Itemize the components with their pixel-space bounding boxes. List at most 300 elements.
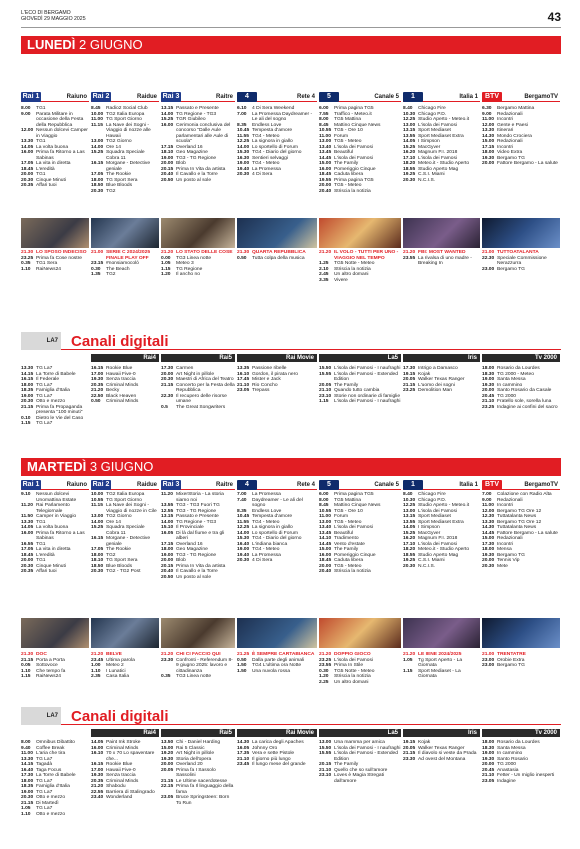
program-time: 11.20 [161, 492, 173, 497]
program-time: 22.30 [161, 393, 174, 399]
program-title: Mister e Jack [252, 377, 281, 382]
program-title: Fetter - Un miglio inesperti [497, 773, 555, 778]
program-time: 17.05 [91, 172, 104, 177]
program-title: Video Extra [497, 150, 523, 155]
schedule-row [237, 388, 317, 394]
program-title: Shabodu [106, 784, 126, 789]
schedule-column [482, 250, 560, 272]
schedule-row [21, 812, 89, 818]
program-time: 1.10 [21, 811, 31, 817]
program-time: 17.30 [161, 366, 174, 371]
program-title: TG Regione - TG3 [176, 519, 217, 525]
digital-channel-header: Rai Movie [237, 729, 317, 737]
program-title: Parata Militare in occasione della Festa della Repubblica [36, 111, 84, 128]
program-time: 17.15 [161, 541, 174, 547]
schedule-column [161, 492, 235, 580]
program-time: 10.00 [91, 111, 104, 117]
program-title: Prima In Vita da artista [176, 166, 226, 172]
program-title: Fattore Bergamo - La salute [497, 530, 558, 536]
schedule-column [91, 250, 159, 278]
program-time: 20.40 [161, 569, 174, 574]
program-time: 1.10 [21, 668, 31, 674]
program-time: 14.10 [319, 536, 332, 541]
program-title: SERIE C 2024/2025 FINALE PLAY OFF [106, 250, 151, 261]
program-title: Sport Mediaset - La Giornata [418, 668, 461, 679]
program-title: Ore 14 [106, 519, 121, 525]
program-title: Famiglia d'Italia [36, 388, 70, 393]
program-title: TG3 - TG Regione [176, 552, 217, 558]
program-time: 23.25 [403, 388, 416, 393]
schedule-row [161, 795, 235, 806]
program-title: Cinque Minuti [36, 563, 66, 569]
program-time: 20.00 [161, 161, 174, 166]
program-time: 20.30 [403, 177, 416, 183]
program-time: 15.50 [319, 745, 332, 751]
program-time: 1.05 [21, 806, 31, 811]
program-title: Walker Texas Ranger [418, 377, 465, 382]
program-time: 18.50 [91, 563, 104, 569]
program-title: Prima fa Cose nostre [36, 255, 82, 261]
program-time: 0.5 [161, 404, 168, 410]
schedule-row [403, 564, 480, 570]
program-time: 11.15 [91, 122, 103, 128]
program-time: 17.05 [91, 547, 104, 552]
channel-name: Raiuno [66, 482, 87, 488]
program-time: 21.10 [319, 767, 332, 773]
program-time: 8.45 [319, 122, 329, 128]
program-time: 21.20 [319, 250, 332, 255]
program-title: Bergamo TG [497, 155, 525, 161]
schedule-row [237, 558, 317, 564]
program-time: 12.00 [482, 508, 495, 514]
schedule-row [319, 680, 401, 686]
program-time: 15.55 [319, 751, 332, 756]
program-time: 18.00 [161, 547, 174, 552]
program-time: 20.35 [91, 382, 104, 388]
program-title: I Simpson [418, 139, 440, 144]
channel-header [319, 480, 401, 490]
channel-header [21, 480, 89, 490]
channel-name: Raidue [136, 94, 157, 100]
schedule-column [91, 492, 159, 575]
program-title: Passato e Presente [176, 514, 219, 519]
program-title: Senza traccia [106, 377, 136, 382]
program-time: 9.00 [482, 497, 492, 503]
schedule-row [91, 250, 159, 261]
program-time: 20.30 [21, 795, 34, 800]
program-time: 20.00 [482, 762, 495, 767]
program-time: 18.00 [21, 382, 34, 388]
program-title: Indagine [497, 778, 516, 784]
schedule-row [482, 256, 560, 267]
program-title: TRENTATRE [497, 652, 526, 657]
program-time: 13.55 [403, 519, 416, 525]
digital-channels-banner-tuesday [21, 707, 561, 725]
schedule-row [21, 183, 89, 189]
schedule-row [237, 762, 317, 768]
program-title: Vera e sette Pistole [252, 751, 295, 756]
schedule-column [482, 740, 560, 784]
program-time: 20.45 [482, 767, 495, 773]
program-title: Kojak [418, 371, 431, 377]
program-title: Coffee Break [36, 745, 65, 751]
program-title: The Rookie [106, 547, 132, 552]
channel-logo-icon: BTV [482, 92, 502, 102]
schedule-row [161, 383, 235, 394]
program-title: Redazionali [497, 139, 523, 144]
program-title: Striscia la notizia [334, 188, 371, 194]
program-time: 2.45 [319, 272, 329, 277]
program-time: 13.00 [403, 122, 416, 128]
program-time: 18.10 [161, 150, 174, 155]
program-time: 9.00 [21, 111, 31, 117]
digital-channel-header: Iris [403, 729, 480, 737]
program-time: 22.30 [482, 255, 495, 261]
program-time: 16.15 [91, 762, 104, 767]
program-time: 11.00 [91, 117, 103, 122]
program-title: Prima In Stile [334, 663, 364, 668]
digital-title [71, 333, 169, 350]
program-time: 1.50 [237, 668, 247, 674]
program-title: Bergamo TG [497, 663, 525, 668]
digital-channels-banner-monday [21, 332, 561, 350]
program-time: 21.10 [237, 382, 250, 388]
schedule-column [237, 740, 317, 768]
schedule-column [91, 740, 159, 801]
program-title: The Family [334, 161, 359, 166]
program-title: TG1 Sera [36, 261, 58, 266]
program-title: TG Sport Giorno [106, 497, 142, 503]
program-title: Criminal Minds [106, 778, 139, 784]
program-title: Geo Magazine [176, 150, 208, 155]
program-time: 15.25 [161, 117, 174, 122]
program-title: LE IENE 2024/2025 [418, 652, 462, 657]
program-title: TG5 - Meteo [334, 139, 362, 144]
schedule-column [237, 250, 317, 261]
program-title: TG2 [106, 552, 116, 558]
channel-logo-icon: 4 [237, 480, 257, 490]
program-title: L'aria che tira [36, 751, 66, 756]
program-time: 23.05 [482, 778, 495, 784]
program-title: Le Ultime sacerdotesse [176, 778, 228, 784]
program-time: 22.50 [91, 393, 104, 399]
schedule-row [161, 784, 235, 795]
program-title: Speciale Commissione Nerazzurra [497, 255, 547, 266]
channel-logo-icon: Rai 1 [22, 481, 40, 488]
program-time: 0.30 [91, 266, 101, 272]
program-time: 13.30 [482, 519, 495, 525]
schedule-column [403, 740, 480, 762]
program-title: Demolition Man [418, 388, 452, 393]
program-title: TG4 - Meteo [252, 133, 280, 139]
program-title: TG5 Mattina [334, 117, 361, 122]
program-time: 13.15 [161, 106, 174, 111]
program-time: 18.55 [403, 166, 416, 172]
program-time: 19.30 [161, 756, 174, 762]
program-title: Overland 16 [176, 144, 203, 150]
program-time: 18.00 [482, 150, 495, 155]
program-time: 18.00 [91, 177, 104, 183]
program-time: 14.00 [91, 144, 104, 150]
channel-header [161, 480, 235, 490]
program-time: 9.40 [21, 745, 31, 751]
program-title: Geo Magazine [176, 547, 208, 552]
channel-name: Rete 4 [296, 94, 315, 100]
program-time: 18.35 [21, 784, 34, 789]
schedule-column [482, 652, 560, 669]
program-time: 23.05 [161, 795, 174, 800]
program-time: 21.00 [482, 652, 495, 657]
program-time: 21.10 [319, 388, 332, 393]
program-title: Il giorno più lungo [252, 756, 291, 762]
schedule-row [91, 536, 159, 547]
program-title: Orobie Extra [497, 657, 525, 663]
program-time: 18.00 [482, 547, 495, 552]
program-title: In cammino [497, 751, 523, 756]
program-time: 21.15 [21, 800, 34, 806]
program-title: Ad ovest del Montana [418, 756, 466, 762]
program-title: C.S.I. Miami [418, 558, 445, 563]
program-time: 21.20 [161, 250, 174, 255]
program-time: 13.55 [403, 133, 416, 139]
program-title: Sottovoce [36, 663, 58, 668]
program-title: Bergamo TG Ore 12 [497, 519, 542, 525]
program-title: Passione ribelle [252, 366, 287, 371]
program-time: 19.30 [482, 756, 495, 762]
schedule-row [319, 278, 401, 284]
program-title: L'isola dei Famosi [418, 155, 457, 161]
program-title: Il recupero delle risorse umane [176, 393, 227, 404]
program-time: 19.30 [91, 773, 104, 778]
program-title: Incontri [497, 144, 514, 150]
program-title: L'isola dei Famosi [418, 122, 457, 128]
channel-name: BergamoTV [524, 94, 558, 100]
program-title: Mete [497, 563, 508, 569]
program-title: Rookie Blue [106, 366, 133, 371]
program-time: 20.35 [91, 778, 104, 784]
channel-header [403, 92, 480, 102]
program-title: Blob [176, 558, 186, 563]
program-time: 20.00 [21, 558, 34, 563]
program-time: 21.25 [237, 652, 250, 657]
program-title: Santa Messa [497, 377, 526, 382]
program-time: 14.15 [21, 762, 34, 767]
program-thumbnail-image [91, 618, 159, 648]
program-time: 18.30 [482, 745, 495, 751]
channel-header [237, 92, 317, 102]
program-time: 12.55 [161, 508, 174, 514]
program-time: 14.05 [91, 740, 104, 745]
program-time: 16.20 [403, 150, 416, 155]
program-title: Bergamo TG [497, 552, 525, 558]
publication-info [21, 10, 86, 22]
program-title: The Family [334, 547, 359, 552]
day-date: 3 GIUGNO [89, 459, 154, 474]
program-time: 19.40 [237, 552, 250, 558]
program-title: Tennis Vip [497, 558, 520, 563]
schedule-row [91, 189, 159, 195]
la7-tag: LA7 [21, 332, 61, 350]
program-time: 13.45 [319, 530, 332, 536]
program-title: TG4 - Meteo [252, 161, 280, 166]
program-title: Beautiful [334, 150, 354, 155]
program-time: 14.30 [237, 740, 250, 745]
program-time: 14.05 [21, 144, 34, 150]
program-time: 13.00 [319, 139, 332, 144]
program-time: 15.00 [319, 161, 332, 166]
schedule-row [482, 779, 560, 785]
schedule-row [91, 272, 159, 278]
schedule-row [161, 674, 235, 680]
program-title: N.C.I.S. [418, 177, 436, 183]
program-time: 20.00 [161, 371, 174, 377]
schedule-row [21, 674, 89, 680]
program-title: TG5 - Ore 10 [334, 128, 363, 133]
program-time: 15.30 [237, 150, 250, 155]
schedule-column [403, 106, 480, 183]
program-time: 6.00 [319, 106, 329, 111]
program-time: 20.30 [482, 563, 495, 569]
schedule-row [319, 569, 401, 575]
program-title: Redazionali [497, 536, 523, 541]
channel-header [482, 92, 560, 102]
program-time: 10.45 [237, 514, 250, 519]
program-time: 0.00 [161, 255, 171, 261]
program-time: 21.30 [21, 652, 34, 657]
program-title: Mattino Cinque News [334, 122, 381, 128]
program-time: 17.00 [91, 767, 104, 773]
program-title: La vita in diretta [36, 161, 71, 166]
program-time: 14.00 [161, 111, 174, 117]
program-title: Criminal Minds [106, 382, 139, 388]
program-title: Storie non ordinarie di famiglie [334, 393, 401, 399]
schedule-column [237, 652, 317, 674]
schedule-row [21, 405, 89, 416]
program-title: La signora in giallo [252, 139, 293, 144]
schedule-column [21, 250, 89, 272]
program-time: 6.00 [319, 492, 329, 497]
program-title: 70 x 70 Lo spaventare che... [106, 751, 155, 762]
program-title: The Family [334, 762, 359, 767]
program-time: 13.30 [482, 128, 495, 133]
program-title: Tg Sport Aperto - La Giornata [418, 657, 463, 668]
schedule-row [319, 399, 401, 405]
program-title: Senza traccia [106, 773, 136, 778]
program-title: MixerStoria - La storia siamo noi [176, 492, 224, 503]
program-title: Meteo.it - Studio Aperto [418, 547, 470, 552]
program-title: Vento d'estate [334, 541, 365, 547]
program-time: 20.15 [161, 166, 174, 172]
schedule-row [21, 128, 89, 139]
digital-channel-header: Rai5 [161, 354, 235, 362]
program-title: Magnum P.I. 2018 [418, 150, 458, 155]
program-title: Un altro domani [334, 272, 369, 277]
program-time: 23.15 [91, 261, 104, 266]
program-time: 8.00 [21, 106, 31, 111]
schedule-column [91, 652, 159, 680]
schedule-row [482, 267, 560, 273]
program-time: 13.55 [161, 503, 174, 508]
program-title: Fattore Bergamo - La salute [497, 161, 558, 166]
program-time: 20.30 [237, 172, 250, 177]
program-time: 23.25 [21, 255, 34, 261]
program-time: 14.30 [482, 133, 495, 139]
program-title: TG3 - TG3 Fuori TG [176, 503, 220, 508]
digital-channel-header: Rai5 [161, 729, 235, 737]
program-title: Forum [334, 133, 349, 139]
program-time: 8.00 [319, 497, 329, 503]
digital-title-a: Canali [71, 708, 117, 725]
program-title: Intrigo a Damasco [418, 366, 458, 371]
program-title: Beautiful [334, 530, 354, 536]
program-time: 1.15 [403, 668, 413, 674]
schedule-row [161, 272, 235, 278]
program-time: 22.15 [161, 784, 174, 789]
program-title: Il Cavallo e la Torre [176, 172, 218, 177]
program-time: 23.00 [482, 663, 495, 668]
program-title: Itinerari [497, 128, 514, 133]
program-time: 11.15 [91, 503, 103, 508]
program-time: 7.55 [319, 111, 329, 117]
digital-channel-header: Rai Movie [237, 354, 317, 362]
program-title: #nonsiamocoló [106, 261, 139, 266]
program-time: 1.15 [319, 399, 329, 404]
program-time: 20.35 [21, 183, 34, 188]
program-title: TG4 L'ultima ora Notte [252, 663, 302, 668]
program-title: Mondo Crociera [497, 133, 532, 139]
program-title: Redazionali [497, 111, 523, 117]
program-title: TG 2000 [497, 762, 517, 767]
program-time: 16.55 [21, 541, 34, 547]
program-time: 20.00 [319, 183, 332, 188]
schedule-row [482, 564, 560, 570]
channel-logo-icon: Rai 1 [22, 93, 40, 100]
schedule-row [91, 751, 159, 762]
program-time: 17.05 [21, 161, 34, 166]
program-time: 13.40 [319, 525, 332, 530]
program-time: 21.20 [91, 388, 104, 393]
program-title: Rosario da Lourdes [497, 740, 540, 745]
program-title: Overland 16 [176, 541, 203, 547]
program-time: 19.40 [237, 166, 250, 172]
program-time: 16.00 [91, 745, 104, 751]
program-title: Pomeriggio Cinque [334, 166, 376, 172]
schedule-column [482, 106, 560, 167]
program-title: Prima pagina TG5 [334, 177, 374, 183]
program-time: 16.15 [21, 377, 34, 382]
program-time: 22.55 [91, 789, 104, 795]
channel-logo-icon: Rai 2 [92, 481, 110, 488]
program-thumbnail-image [237, 218, 317, 248]
program-title: Morgane - Detective geniale [106, 161, 151, 172]
program-title: Loves è Magia Stregati dall'amore [334, 773, 385, 784]
day-banner-tuesday [21, 458, 561, 476]
program-title: TG1 [36, 558, 46, 563]
program-time: 20.30 [91, 188, 104, 194]
program-time: 20.00 [482, 388, 495, 393]
program-title: Rai Parlamento Telegiornale [36, 503, 70, 514]
program-time: 14.30 [482, 525, 495, 530]
program-time: 10.55 [319, 508, 332, 514]
schedule-row [237, 112, 317, 123]
program-time: 1.25 [319, 261, 329, 266]
program-time: 8.45 [319, 503, 329, 508]
program-title: Il diavolo si veste da Prada [418, 751, 477, 756]
program-title: Quello che so sull'amore [334, 767, 388, 773]
program-title: N.C.I.S. [418, 563, 436, 569]
program-time: 18.00 [482, 366, 495, 371]
program-time: 12.00 [21, 128, 34, 133]
